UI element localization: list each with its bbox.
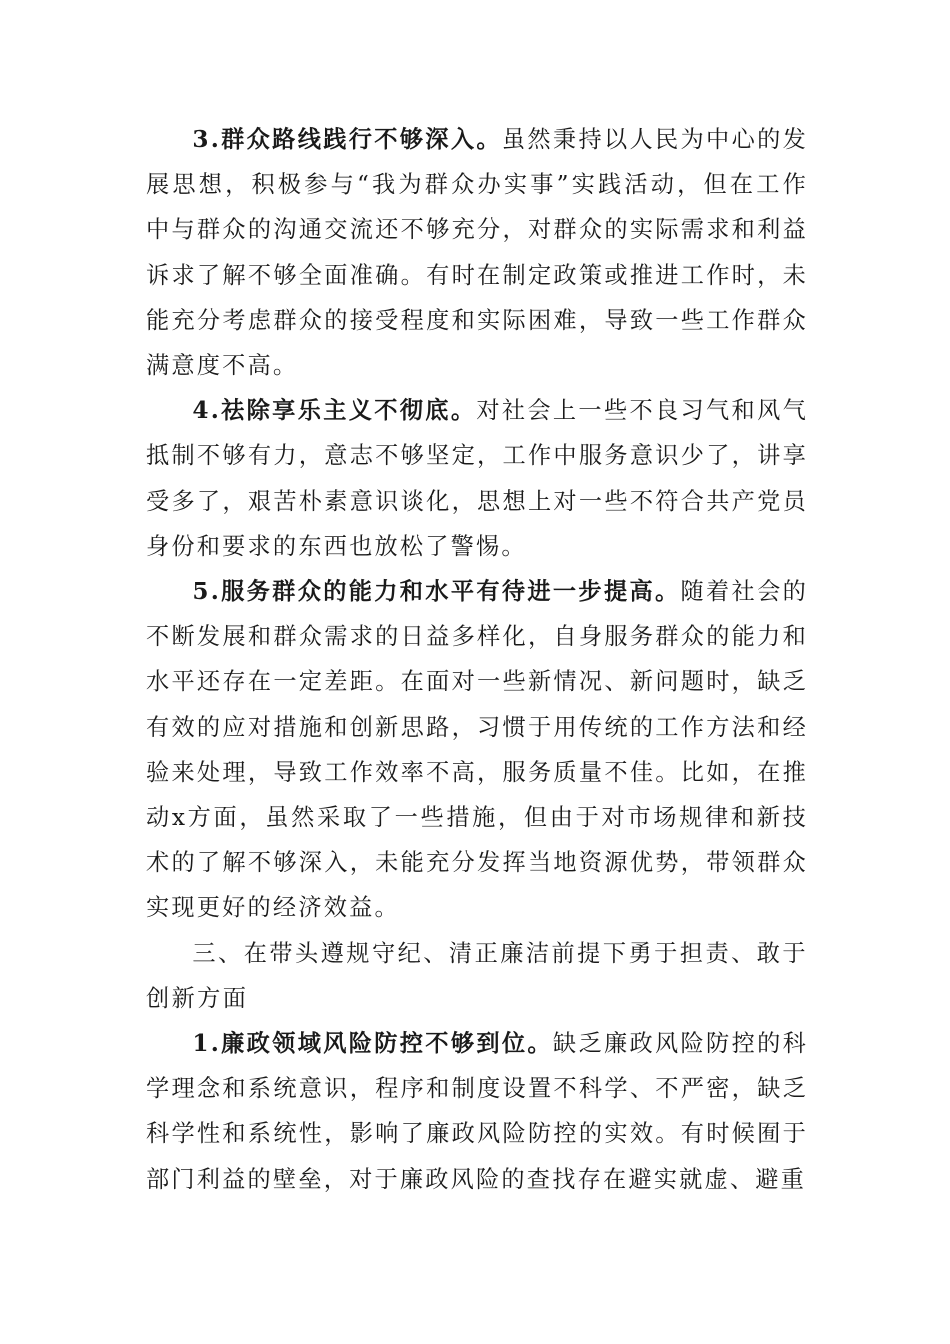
document-page bbox=[146, 117, 808, 1202]
paragraph-lead: 3.群众路线践行不够深入。 bbox=[192, 126, 502, 153]
paragraph-item-5 bbox=[146, 569, 808, 931]
section-paragraph-item-1 bbox=[146, 1021, 808, 1202]
paragraph-body: 缺乏廉政风险防控的科学理念和系统意识，程序和制度设置不科学、不严密，缺乏科学性和系统性，影响了廉政风险防控的实效。有时候囿于部门利益的壁垒，对于廉政风险的查找存在避实就虚、避重 bbox=[146, 1030, 809, 1193]
paragraph-item-4 bbox=[146, 388, 808, 569]
paragraph-item-3 bbox=[146, 117, 808, 388]
paragraph-lead: 4.祛除享乐主义不彻底。 bbox=[192, 397, 477, 425]
paragraph-lead: 1.廉政领域风险防控不够到位。 bbox=[192, 1030, 553, 1058]
paragraph-body: 对社会上一些不良习气和风气抵制不够有力，意志不够坚定，工作中服务意识少了，讲享受多了，艰苦朴素意识谈化，思想上对一些不符合共产党员身份和要求的东西也放松了警惕。 bbox=[146, 397, 808, 560]
section-heading: 三、在带头遵规守纪、清正廉洁前提下勇于担责、敢于创新方面 bbox=[146, 939, 808, 1012]
paragraph-lead: 5.服务群众的能力和水平有待进一步提高。 bbox=[192, 578, 681, 606]
paragraph-body: 随着社会的不断发展和群众需求的日益多样化，自身服务群众的能力和水平还存在一定差距。在面对一些新情况、新问题时，缺乏有效的应对措施和创新思路，习惯于用传统的工作方法和经验来处理，导致工作效率不高，服务质量不佳。比如，在推动x方面，虽然采取了一些措施，但由于对市场规律和新技术的了解不够深入，未能充分发挥当地资源优势，带领群众实现更好的经济效益。 bbox=[146, 578, 808, 922]
paragraph-body: 虽然秉持以人民为中心的发展思想，积极参与“我为群众办实事”实践活动，但在工作中与群众的沟通交流还不够充分，对群众的实际需求和利益诉求了解不够全面准确。有时在制定政策或推进工作时，未能充分考虑群众的接受程度和实际困难，导致一些工作群众满意度不高。 bbox=[146, 126, 808, 380]
